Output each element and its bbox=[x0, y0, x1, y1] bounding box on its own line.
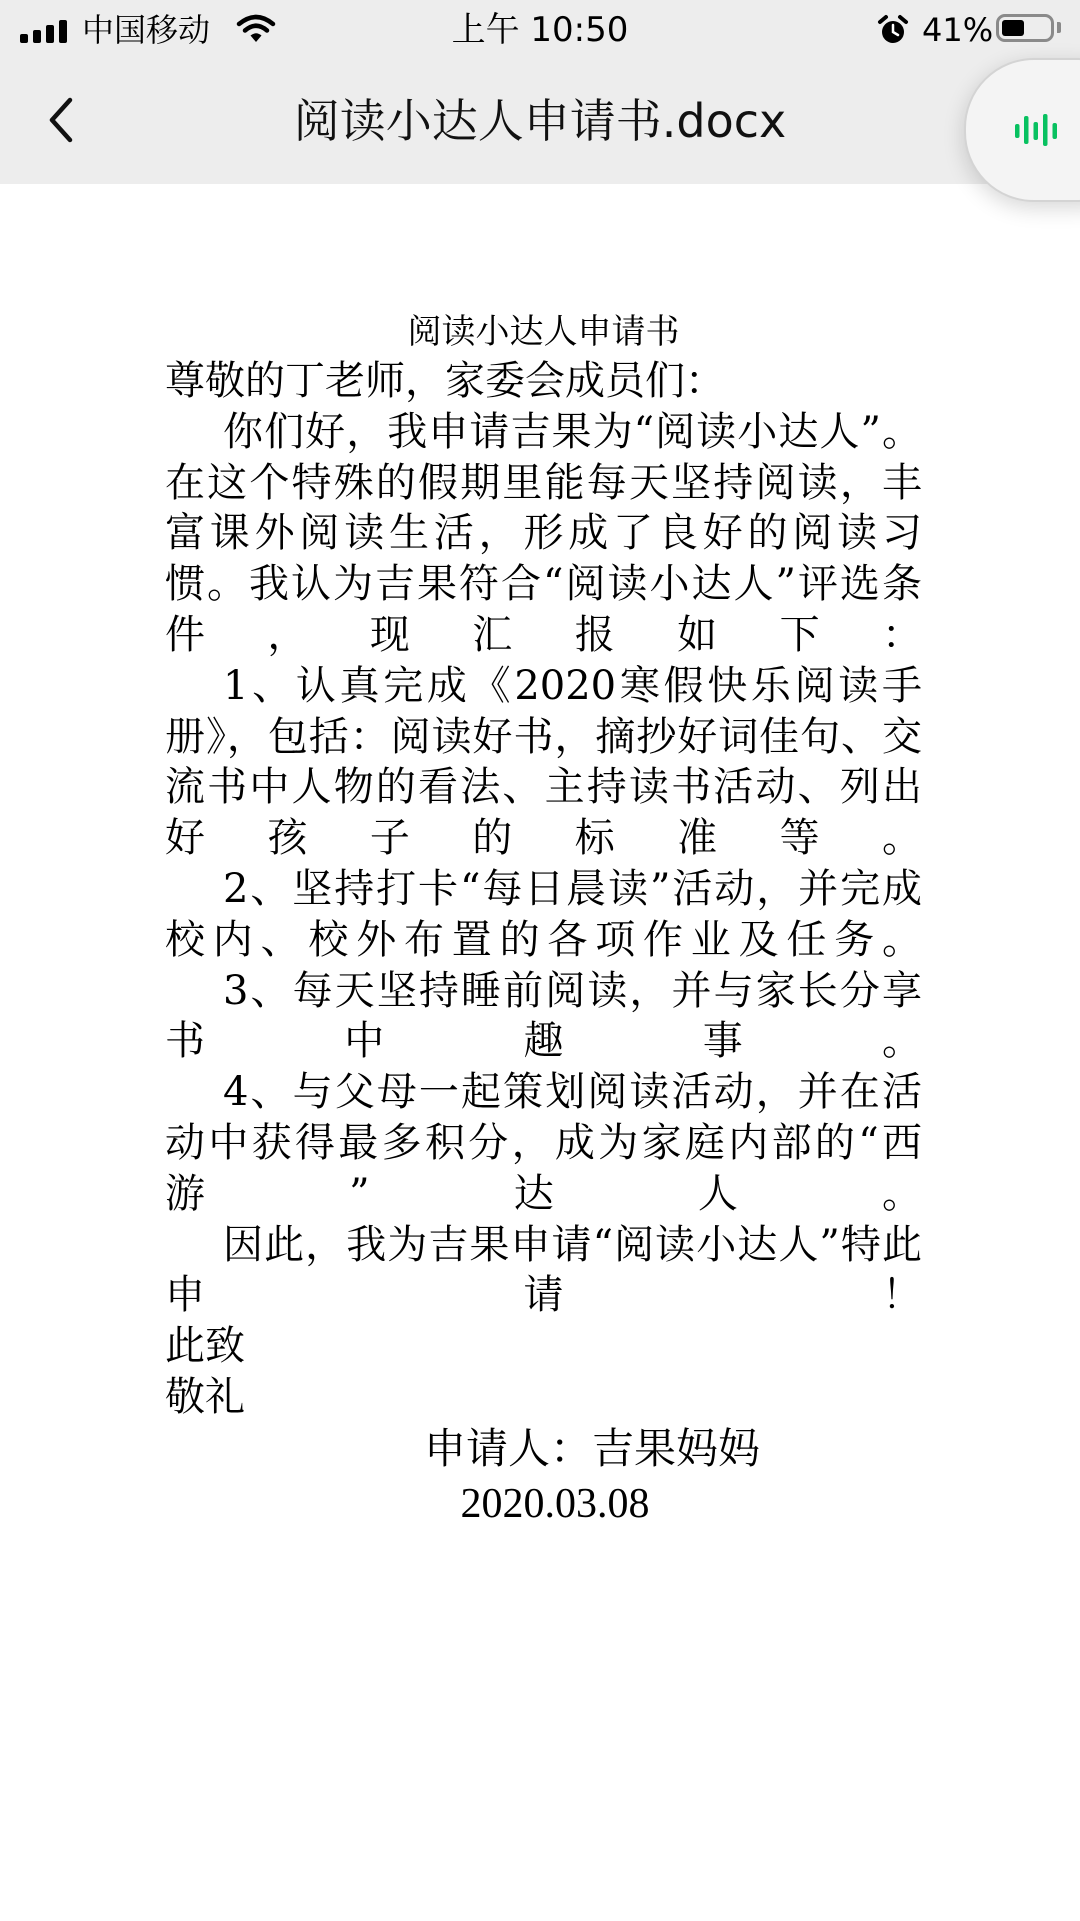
closing-cizhi: 此致 bbox=[165, 1323, 245, 1370]
document-body bbox=[165, 356, 922, 1423]
closing-paragraph: 因此，我为吉果申请“阅读小达人”特此申请！ bbox=[165, 1221, 922, 1319]
signature-applicant: 申请人：吉果妈妈 bbox=[423, 1424, 760, 1473]
sound-wave-icon bbox=[1014, 112, 1058, 148]
battery-icon bbox=[996, 14, 1054, 42]
intro-paragraph: 你们好，我申请吉果为“阅读小达人”。在这个特殊的假期里能每天坚持阅读，丰富课外阅读生活，形成了良好的阅读习惯。我认为吉果符合“阅读小达人”评选条件，现汇报如下： bbox=[165, 408, 922, 658]
navigation-bar bbox=[0, 60, 1080, 184]
salutation: 尊敬的丁老师，家委会成员们： bbox=[165, 358, 725, 404]
list-item: 3、每天坚持睡前阅读，并与家长分享书中趣事。 bbox=[165, 967, 922, 1065]
carrier-name: 中国移动 bbox=[82, 11, 211, 49]
page-title: 阅读小达人申请书.docx bbox=[293, 94, 787, 148]
list-item: 1、认真完成《2020寒假快乐阅读手册》，包括：阅读好书，摘抄好词佳句、交流书中人物的看法、主持读书活动、列出好孩子的标准等。 bbox=[165, 662, 922, 862]
status-time: 上午 10:50 bbox=[451, 10, 629, 50]
signature-date: 2020.03.08 bbox=[460, 1481, 650, 1527]
battery-percentage: 41% bbox=[922, 11, 994, 49]
alarm-icon bbox=[877, 14, 909, 46]
back-button[interactable] bbox=[40, 90, 84, 150]
chevron-left-icon bbox=[40, 90, 84, 150]
document-title: 阅读小达人申请书 bbox=[407, 312, 680, 352]
list-item: 4、与父母一起策划阅读活动，并在活动中获得最多积分，成为家庭内部的“西游”达人。 bbox=[165, 1069, 922, 1217]
closing-jingli: 敬礼 bbox=[165, 1373, 245, 1420]
status-bar bbox=[0, 0, 1080, 60]
list-item: 2、坚持打卡“每日晨读”活动，并完成校内、校外布置的各项作业及任务。 bbox=[165, 865, 922, 963]
battery-nub bbox=[1057, 22, 1061, 33]
